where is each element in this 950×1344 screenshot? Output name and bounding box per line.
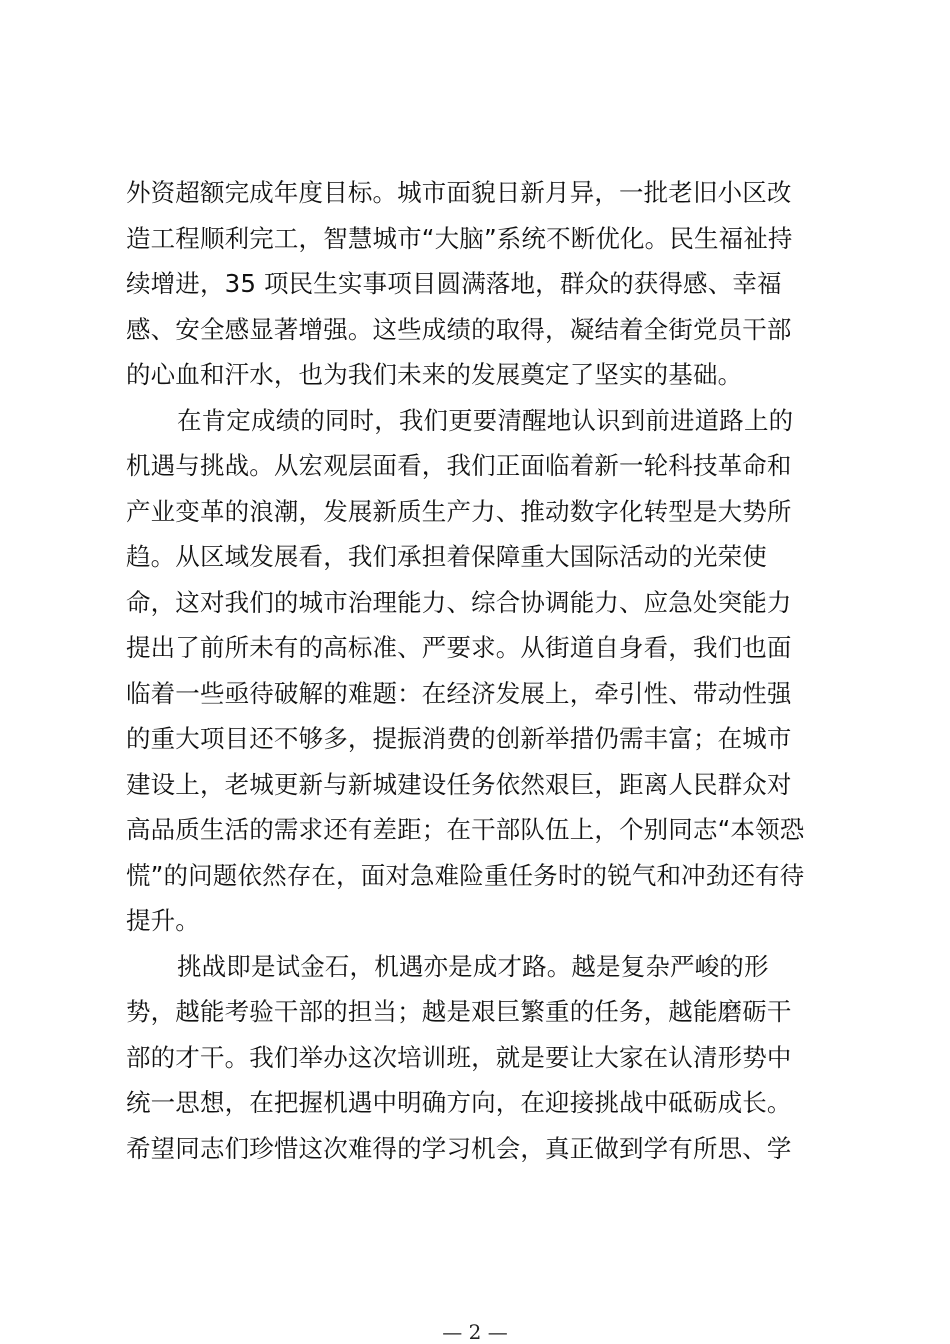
page-body: [126, 170, 826, 1171]
paragraph-2: [126, 398, 826, 944]
text-line: 临着一些亟待破解的难题：在经济发展上，牵引性、带动性强: [126, 678, 792, 708]
paragraph-3: [126, 944, 826, 1172]
text-line: 希望同志们珍惜这次难得的学习机会，真正做到学有所思、学: [126, 1133, 792, 1163]
text-line: 部的才干。我们举办这次培训班，就是要让大家在认清形势中: [126, 1042, 792, 1072]
text-line: 产业变革的浪潮，发展新质生产力、推动数字化转型是大势所: [126, 496, 792, 526]
text-line: 造工程顺利完工，智慧城市“大脑”系统不断优化。民生福祉持: [126, 223, 793, 253]
text-line: 趋。从区域发展看，我们承担着保障重大国际活动的光荣使: [126, 542, 767, 571]
text-line-first: 在肯定成绩的同时，我们更要清醒地认识到前进道路上的: [177, 405, 794, 435]
text-line: 建设上，老城更新与新城建设任务依然艰巨，距离人民群众对: [126, 769, 792, 799]
text-line: 外资超额完成年度目标。城市面貌日新月异，一批老旧小区改: [126, 178, 792, 207]
page-number: — 2 —: [442, 1320, 508, 1344]
text-line: 机遇与挑战。从宏观层面看，我们正面临着新一轮科技革命和: [126, 451, 792, 480]
text-line: 的重大项目还不够多，提振消费的创新举措仍需丰富；在城市: [126, 724, 792, 753]
paragraph-1: [126, 170, 826, 398]
text-line: 高品质生活的需求还有差距；在干部队伍上，个别同志“本领恐: [126, 815, 805, 844]
text-line: 感、安全感显著增强。这些成绩的取得，凝结着全街党员干部: [126, 314, 792, 344]
text-line: 的心血和汗水，也为我们未来的发展奠定了坚实的基础。: [126, 360, 743, 389]
text-line: 慌”的问题依然存在，面对急难险重任务时的锐气和冲劲还有待: [126, 860, 805, 890]
text-line: 续增进，35 项民生实事项目圆满落地，群众的获得感、幸福: [126, 269, 782, 298]
text-line-first: 挑战即是试金石，机遇亦是成才路。越是复杂严峻的形: [177, 951, 769, 981]
text-line: 势，越能考验干部的担当；越是艰巨繁重的任务，越能磨砺干: [126, 997, 792, 1026]
text-line: 提升。: [126, 906, 200, 935]
text-line: 命，这对我们的城市治理能力、综合协调能力、应急处突能力: [126, 587, 792, 617]
text-line: 统一思想，在把握机遇中明确方向，在迎接挑战中砥砺成长。: [126, 1088, 792, 1117]
text-line: 提出了前所未有的高标准、严要求。从街道自身看，我们也面: [126, 633, 792, 662]
